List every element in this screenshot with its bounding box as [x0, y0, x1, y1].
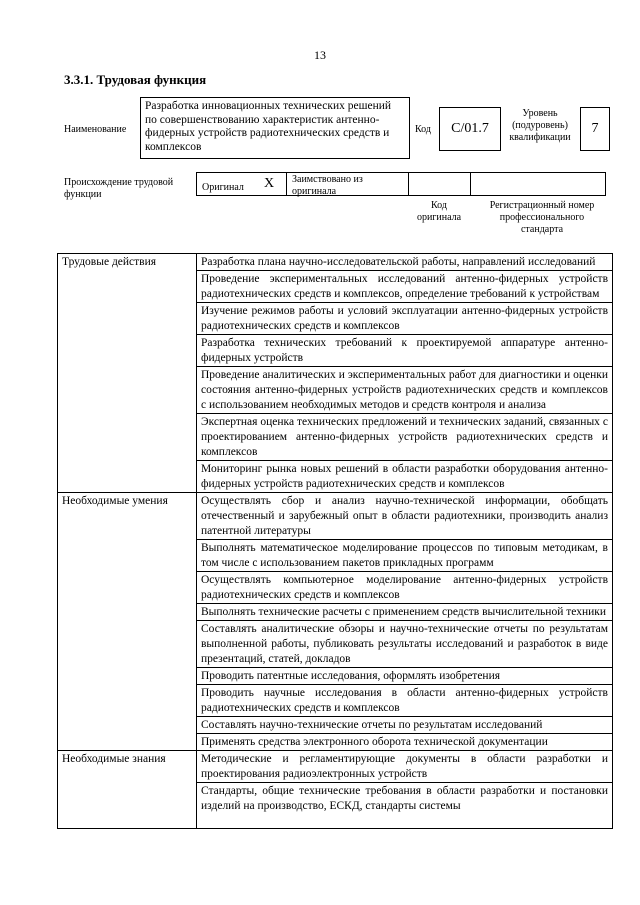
level-label: Уровень (подуровень) квалификации — [509, 108, 571, 143]
level-value-box: 7 — [580, 107, 610, 151]
function-name-box: Разработка инновационных технических решений по совершенствованию характеристик антенно-фидерных устройств радиотехнических средств и комплексов — [140, 97, 410, 159]
list-item: Применять средства электронного оборота технической документации — [197, 734, 613, 751]
list-item: Выполнять технические расчеты с применением средств вычислительной техники — [197, 604, 613, 621]
page-number: 13 — [314, 48, 326, 62]
original-mark: X — [264, 176, 275, 191]
list-item: Методические и регламентирующие документы в области разработки и проектирования радиоэлектронных устройств — [197, 751, 613, 783]
list-item: Составлять аналитические обзоры и научно-технические отчеты по результатам выполненной работы, публиковать результаты исследований и разработок в виде презентаций, статей, докладов — [197, 621, 613, 668]
list-item: Разработка плана научно-исследовательской работы, направлений исследований — [197, 254, 613, 271]
name-label: Наименование — [64, 124, 127, 135]
code-label: Код — [415, 124, 431, 135]
section-title-actions: Трудовые действия — [58, 254, 197, 493]
list-item: Осуществлять сбор и анализ научно-технической информации, обобщать отечественный и зарубежный опыт в области радиотехники, производить анализ патентной литературы — [197, 493, 613, 540]
origin-divider-3 — [470, 172, 471, 196]
list-item: Проведение аналитических и экспериментальных работ для диагностики и оценки состояния антенно-фидерных устройств радиотехнических средств и комплексов с использованием необходимых методов и средств контроля и анализа — [197, 367, 613, 414]
list-item: Составлять научно-технические отчеты по результатам исследований — [197, 717, 613, 734]
borrowed-label: Заимствовано из оригинала — [292, 174, 363, 197]
table-row — [58, 493, 613, 540]
list-item — [197, 783, 613, 829]
table-row — [58, 751, 613, 783]
list-item: Проводить научные исследования в области антенно-фидерных устройств радиотехнических средств и комплексов — [197, 685, 613, 717]
original-label: Оригинал — [202, 182, 244, 193]
list-item: Проведение экспериментальных исследований антенно-фидерных устройств радиотехнических средств и комплексов, определение требований к устройствам — [197, 271, 613, 303]
table-row — [58, 254, 613, 271]
list-item: Экспертная оценка технических предложений и технических заданий, связанных с проектированием антенно-фидерных устройств радиотехнических средств и комплексов — [197, 414, 613, 461]
list-item: Изучение режимов работы и условий эксплуатации антенно-фидерных устройств радиотехнических средств и комплексов — [197, 303, 613, 335]
list-item: Выполнять математическое моделирование процессов по типовым методикам, в том числе с использованием пакетов прикладных программ — [197, 540, 613, 572]
list-item: Проводить патентные исследования, оформлять изобретения — [197, 668, 613, 685]
list-item-text: Стандарты, общие технические требования в области разработки и постановки изделий на производство, ЕСКД, стандарты системы — [201, 785, 608, 812]
function-details-table — [57, 253, 613, 829]
section-title: 3.3.1. Трудовая функция — [64, 72, 207, 87]
list-item: Мониторинг рынка новых решений в области разработки оборудования антенно-фидерных устройств радиотехнических средств и комплексов — [197, 461, 613, 493]
section-title-knowledge: Необходимые знания — [58, 751, 197, 829]
section-title-skills: Необходимые умения — [58, 493, 197, 751]
list-item: Осуществлять компьютерное моделирование антенно-фидерных устройств радиотехнических средств и комплексов — [197, 572, 613, 604]
code-value-box: C/01.7 — [439, 107, 501, 151]
origin-divider-2 — [408, 172, 409, 196]
code-original-label: Код оригинала — [416, 200, 462, 223]
origin-label: Происхождение трудовой функции — [64, 177, 174, 200]
origin-divider-1 — [286, 172, 287, 196]
reg-number-label: Регистрационный номер профессионального стандарта — [489, 200, 595, 235]
list-item: Разработка технических требований к проектируемой аппаратуре антенно-фидерных устройств — [197, 335, 613, 367]
